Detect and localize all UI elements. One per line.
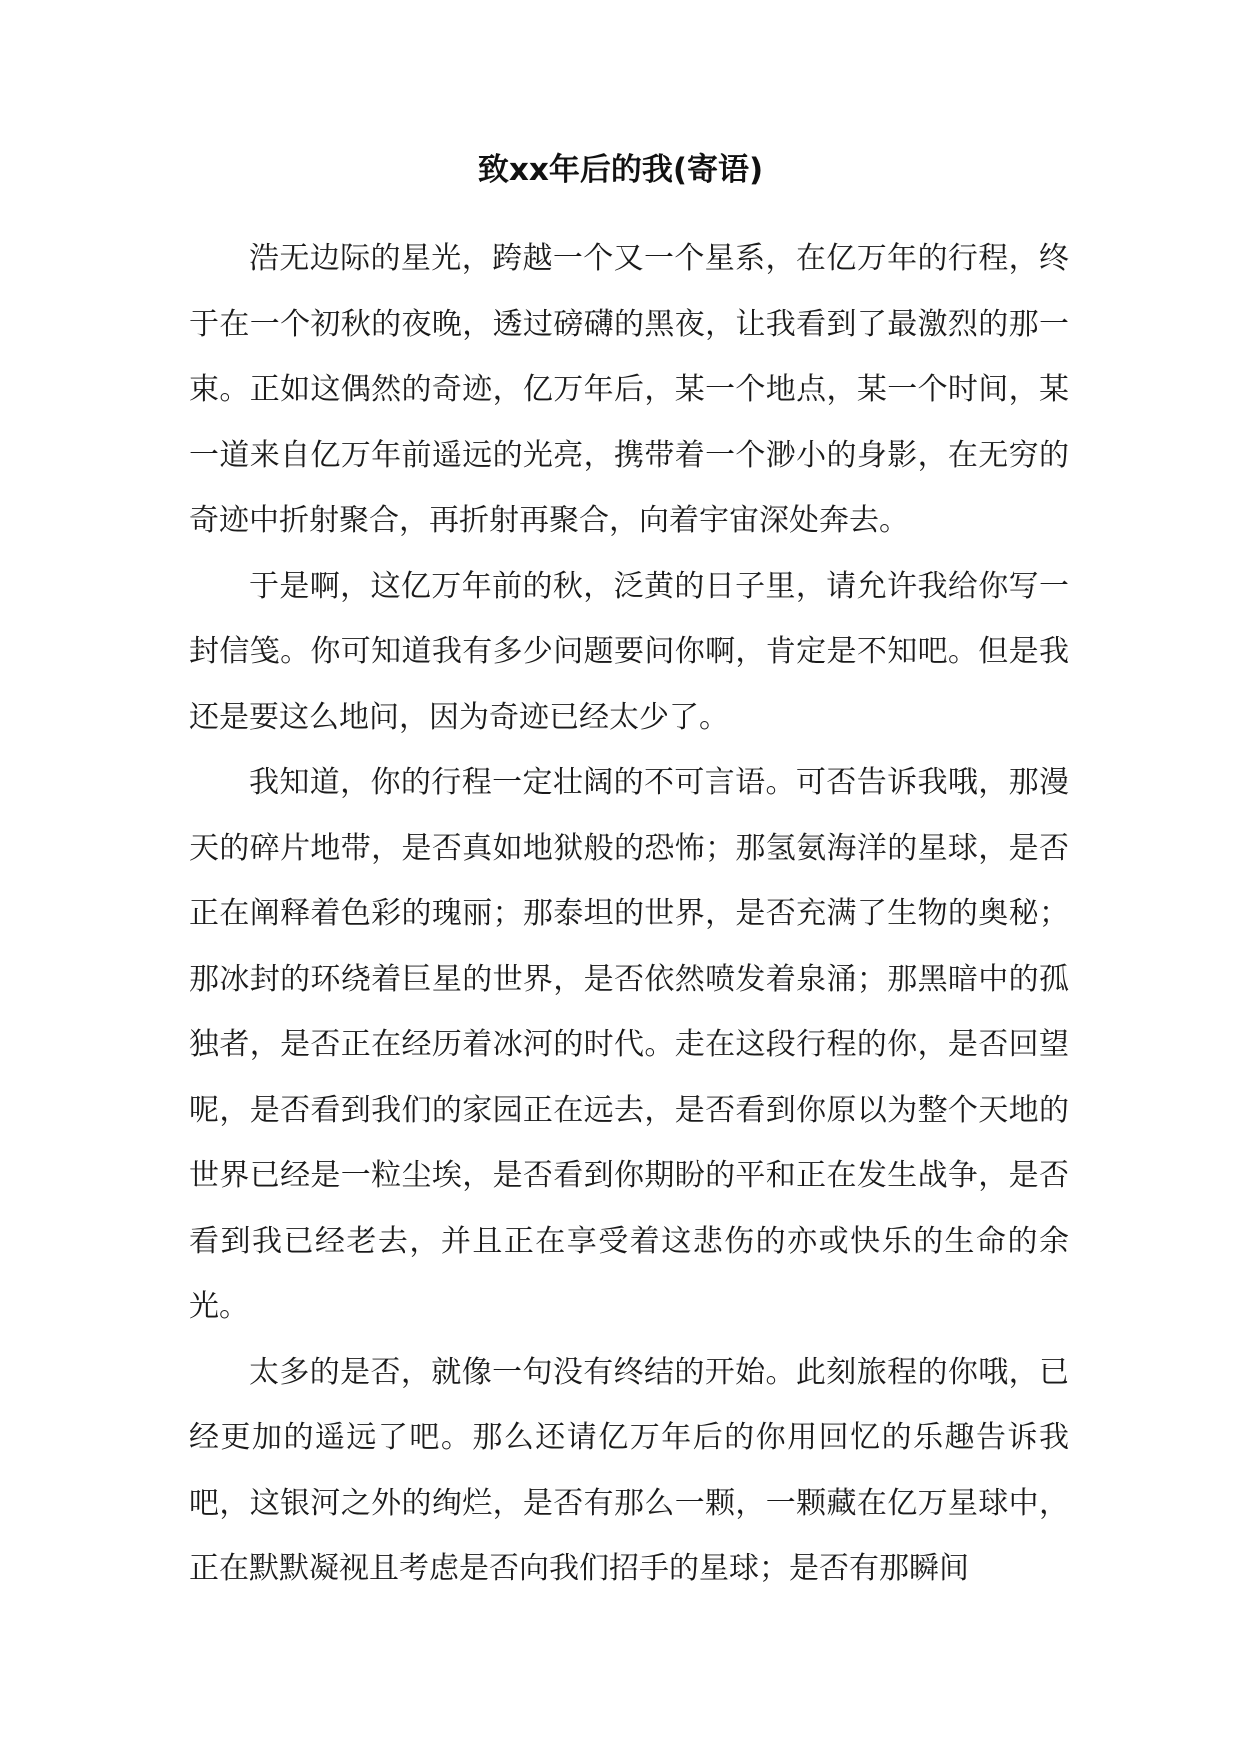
document-title: 致xx年后的我(寄语): [477, 152, 764, 188]
paragraph-1: 浩无边际的星光，跨越一个又一个星系，在亿万年的行程，终于在一个初秋的夜晚，透过磅礴的黑夜，让我看到了最激烈的那一束。正如这偶然的奇迹，亿万年后，某一个地点，某一个时间，某一道来自亿万年前遥远的光亮，携带着一个渺小的身影，在无穷的奇迹中折射聚合，再折射再聚合，向着宇宙深处奔去。: [189, 241, 1069, 538]
paragraph-4: 太多的是否，就像一句没有终结的开始。此刻旅程的你哦，已经更加的遥远了吧。那么还请亿万年后的你用回忆的乐趣告诉我吧，这银河之外的绚烂，是否有那么一颗，一颗藏在亿万星球中，正在默默凝视且考虑是否向我们招手的星球；是否有那瞬间: [189, 1354, 1069, 1586]
document-body: [189, 226, 1069, 1602]
paragraph-2: 于是啊，这亿万年前的秋，泛黄的日子里，请允许我给你写一封信笺。你可知道我有多少问题要问你啊，肯定是不知吧。但是我还是要这么地问，因为奇迹已经太少了。: [189, 568, 1069, 735]
paragraph-3: 我知道，你的行程一定壮阔的不可言语。可否告诉我哦，那漫天的碎片地带，是否真如地狱般的恐怖；那氢氨海洋的星球，是否正在阐释着色彩的瑰丽；那泰坦的世界，是否充满了生物的奥秘；那冰封的环绕着巨星的世界，是否依然喷发着泉涌；那黑暗中的孤独者，是否正在经历着冰河的时代。走在这段行程的你，是否回望呢，是否看到我们的家园正在远去，是否看到你原以为整个天地的世界已经是一粒尘埃，是否看到你期盼的平和正在发生战争，是否看到我已经老去，并且正在享受着这悲伤的亦或快乐的生命的余光。: [189, 765, 1069, 1324]
